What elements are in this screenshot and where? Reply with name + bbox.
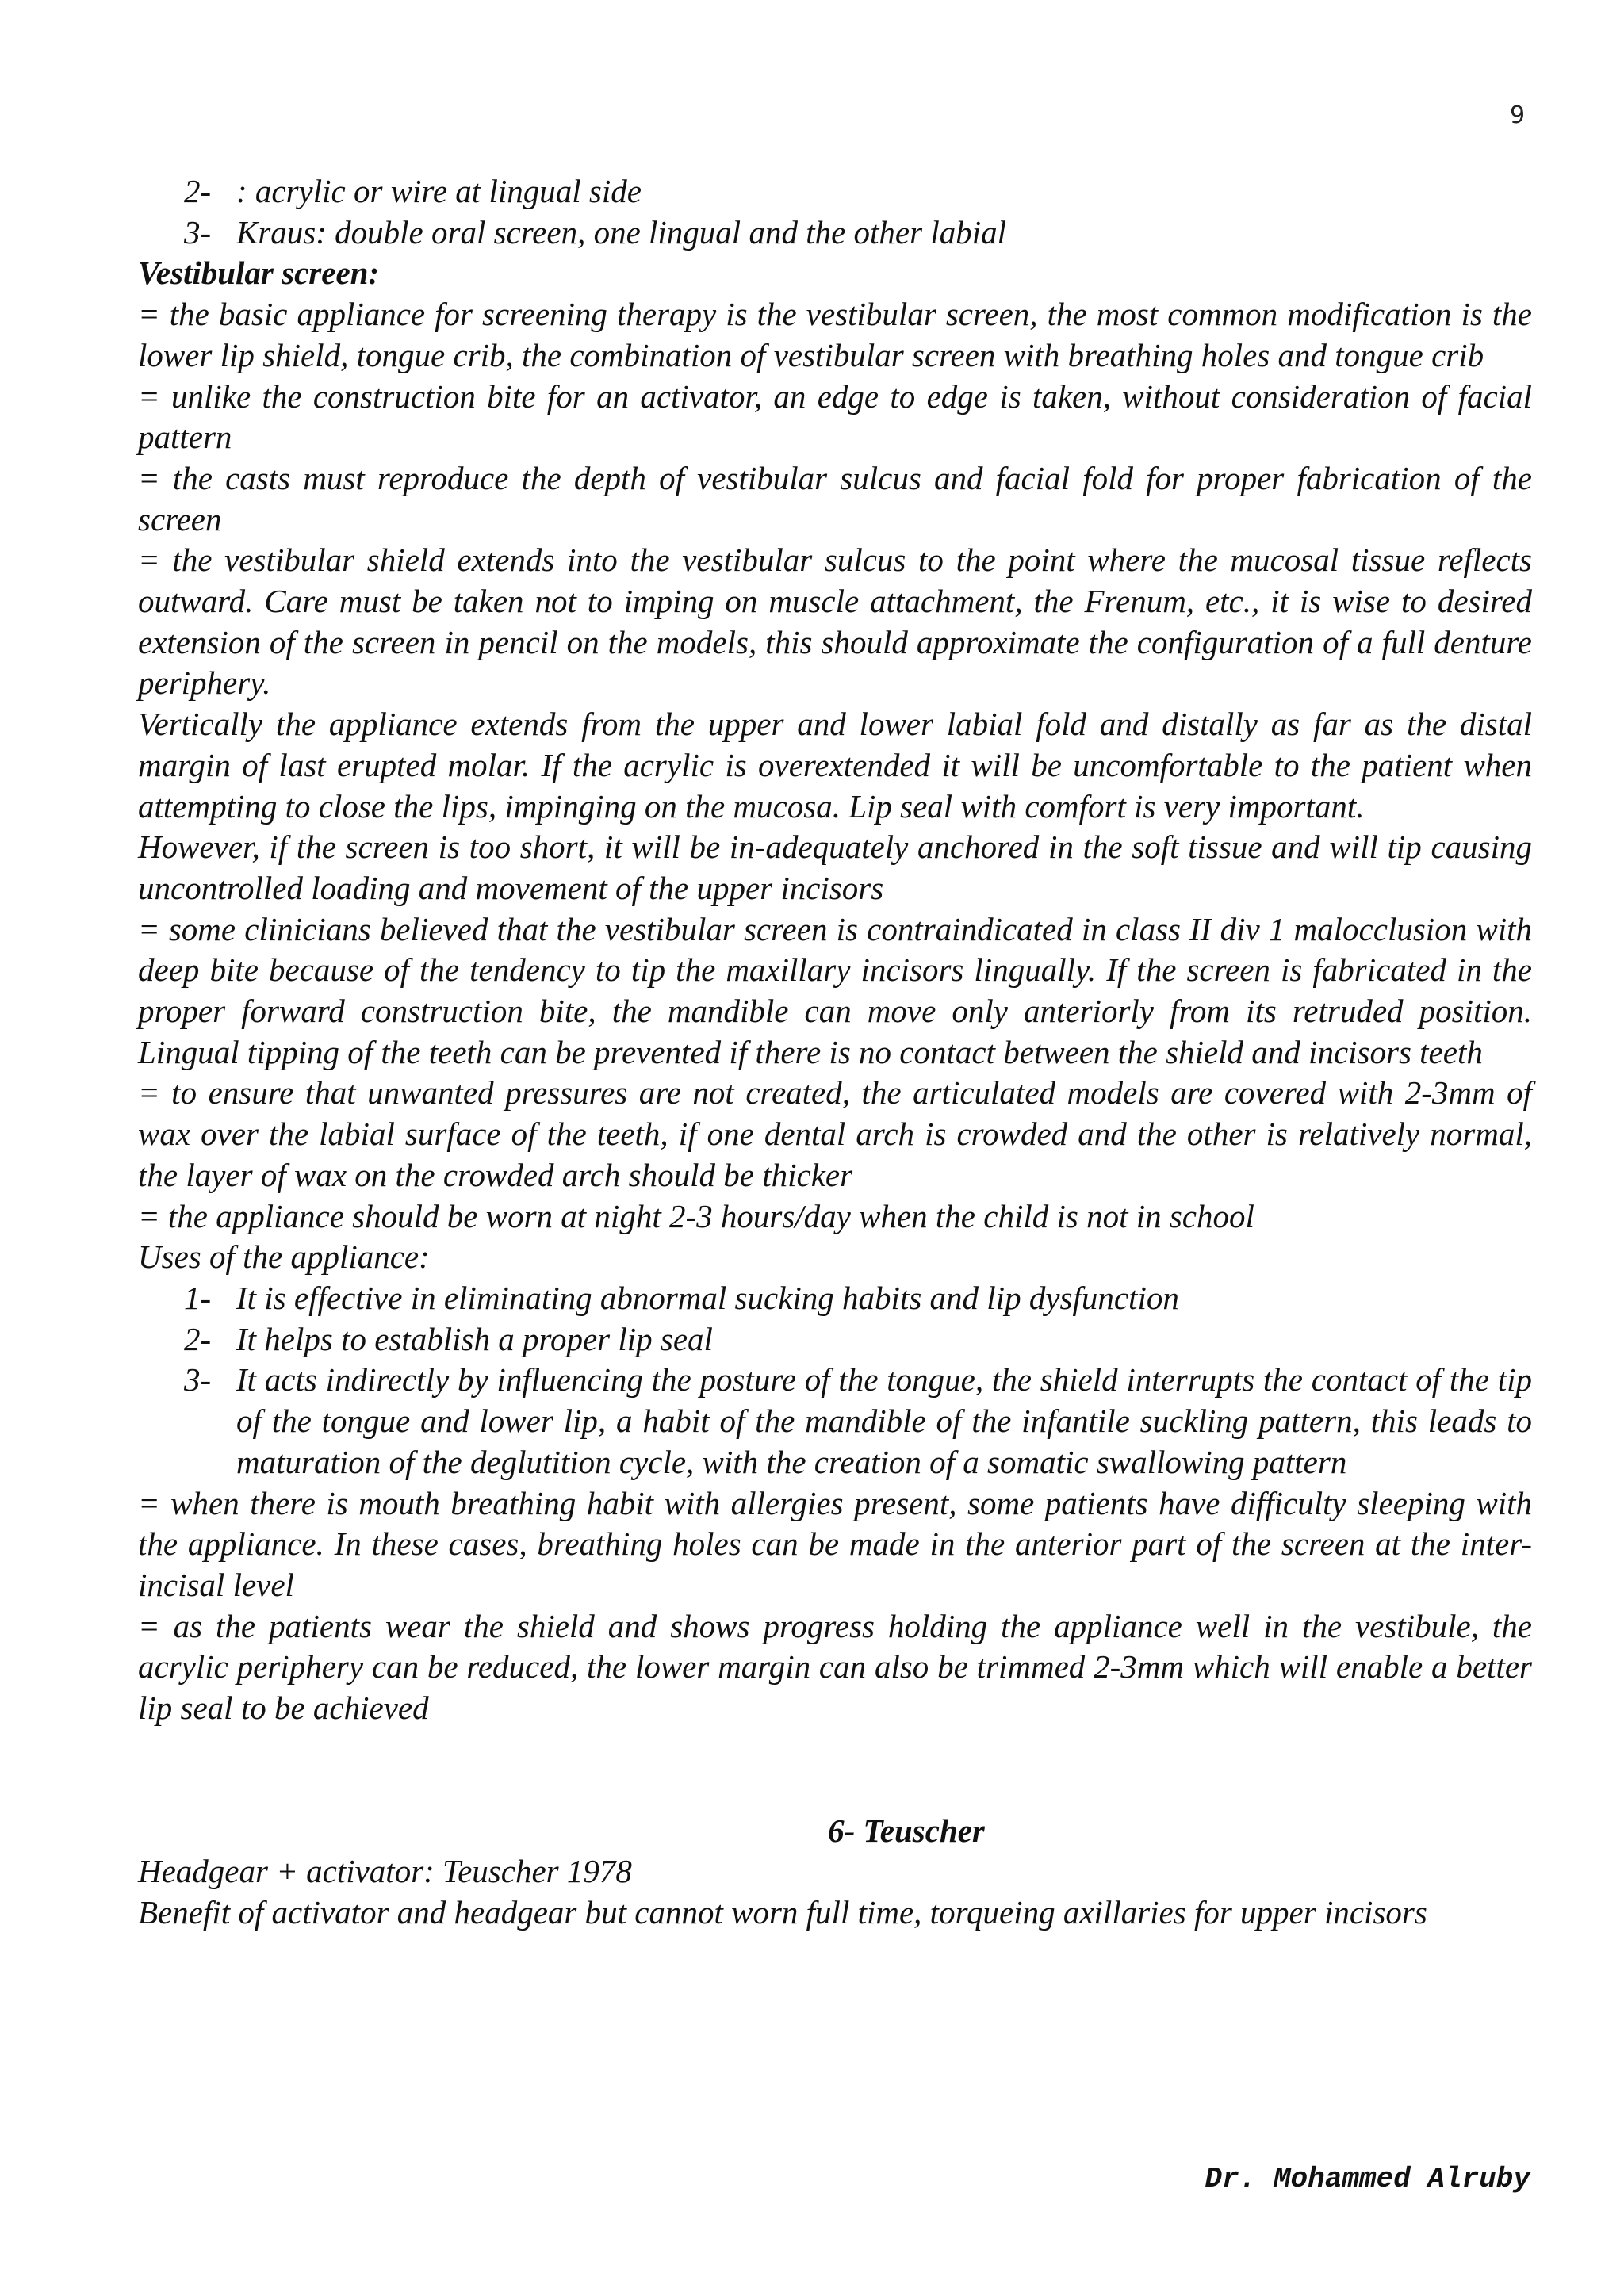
paragraph: = the vestibular shield extends into the vestibular sulcus to the point where the mucosal tissue reflects outward. Care must be taken not to imping on muscle attachment, the Frenum, etc., it is wise to desired extension of the screen in pencil on the models, this should approximate the configuration of a full denture periphery. (138, 541, 1532, 702)
list-item-text: It acts indirectly by influencing the posture of the tongue, the shield interrupts the contact of the tip of the tongue and lower lip, a habit of the mandible of the infantile suckling pattern, this leads to maturation of the deglutition cycle, with the creation of a somatic swallowing pattern (236, 1361, 1532, 1480)
paragraph: = to ensure that unwanted pressures are not created, the articulated models are covered with 2-3mm of wax over the labial surface of the teeth, if one dental arch is crowded and the other is relatively normal, the layer of wax on the crowded arch should be thicker (138, 1074, 1532, 1193)
list-item-number: 2- (184, 1320, 212, 1357)
list-item (138, 212, 1532, 254)
list-item (138, 1319, 1532, 1360)
list-item-text: It helps to establish a proper lip seal (236, 1320, 713, 1357)
page-number: 9 (1510, 101, 1526, 129)
section-heading-vestibular-screen: Vestibular screen: (138, 254, 380, 292)
paragraph: = the casts must reproduce the depth of vestibular sulcus and facial fold for proper fabrication of the screen (138, 459, 1532, 538)
paragraph: Headgear + activator: Teuscher 1978 (138, 1853, 632, 1890)
paragraph: = unlike the construction bite for an activator, an edge to edge is taken, without consideration of facial pattern (138, 377, 1532, 456)
list-item-number: 3- (184, 1361, 212, 1399)
list-item-text: Kraus: double oral screen, one lingual and the other labial (236, 213, 1007, 251)
paragraph: = when there is mouth breathing habit with allergies present, some patients have difficulty sleeping with the appliance. In these cases, breathing holes can be made in the anterior part of the screen at the inter-incisal level (138, 1484, 1532, 1603)
paragraph: = the appliance should be worn at night 2-3 hours/day when the child is not in school (138, 1197, 1254, 1234)
paragraph: = as the patients wear the shield and shows progress holding the appliance well in the vestibule, the acrylic periphery can be reduced, the lower margin can also be trimmed 2-3mm which will enable a better lip seal to be achieved (138, 1607, 1532, 1727)
list-item-text: It is effective in eliminating abnormal sucking habits and lip dysfunction (236, 1279, 1179, 1316)
paragraph: = some clinicians believed that the vestibular screen is contraindicated in class II div 1 malocclusion with deep bite because of the tendency to tip the maxillary incisors lingually. If the screen is fabricated in the proper forward construction bite, the mandible can move only anteriorly from its retruded position. Lingual tipping of the teeth can be prevented if there is no contact between the shield and incisors teeth (138, 910, 1532, 1070)
paragraph: = the basic appliance for screening therapy is the vestibular screen, the most common modification is the lower lip shield, tongue crib, the combination of vestibular screen with breathing holes and tongue crib (138, 296, 1532, 373)
document-body (138, 171, 1532, 1934)
section-title-teuscher: 6- Teuscher (828, 1812, 985, 1849)
paragraph: Vertically the appliance extends from the upper and lower labial fold and distally as far as the distal margin of last erupted molar. If the acrylic is overextended it will be uncomfortable to the patient when attempting to close the lips, impinging on the mucosa. Lip seal with comfort is very important. (138, 706, 1532, 825)
list-item (138, 1278, 1532, 1319)
list-item-text: : acrylic or wire at lingual side (236, 173, 642, 209)
spacer (138, 1729, 1532, 1811)
list-item-number: 2- (184, 173, 212, 209)
list-item (138, 1360, 1532, 1483)
paragraph: Benefit of activator and headgear but cannot worn full time, torqueing axillaries for upper incisors (138, 1894, 1427, 1931)
list-item-number: 1- (184, 1279, 212, 1316)
uses-heading: Uses of the appliance: (138, 1238, 430, 1276)
list-item (138, 171, 1532, 212)
paragraph: However, if the screen is too short, it will be in-adequately anchored in the soft tissue and will tip causing uncontrolled loading and movement of the upper incisors (138, 828, 1532, 906)
list-item-number: 3- (184, 213, 212, 251)
author-footer: Dr. Mohammed Alruby (1205, 2163, 1530, 2195)
